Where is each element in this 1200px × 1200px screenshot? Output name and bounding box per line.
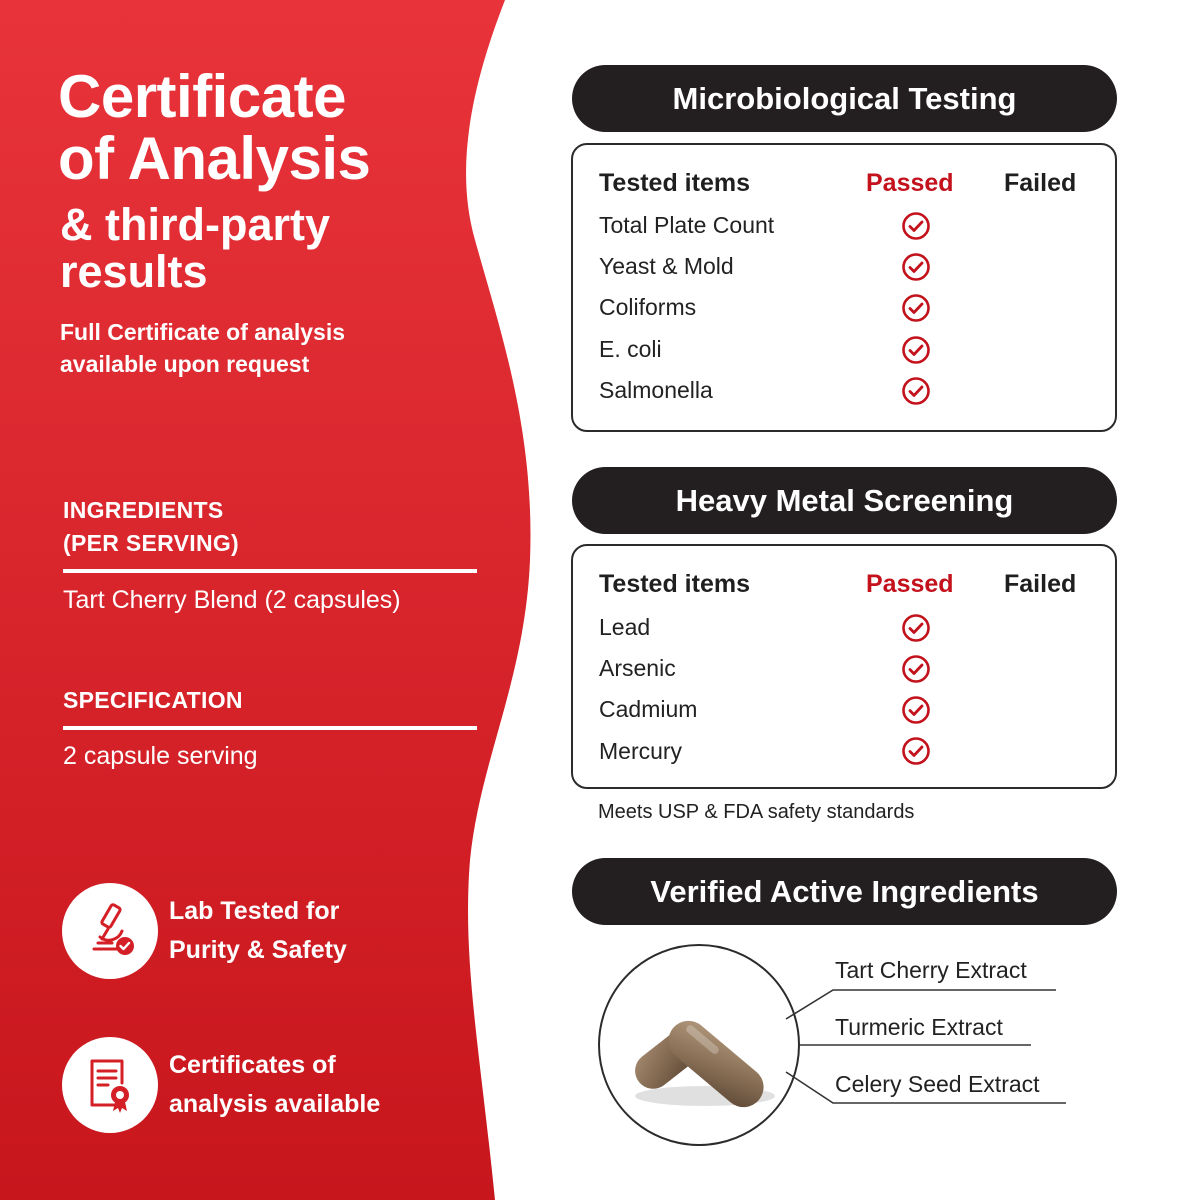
heavy-metal-table — [571, 544, 1117, 789]
ingredients-label — [63, 494, 239, 560]
subtitle-line: & third-party — [60, 199, 330, 250]
badge-line: analysis available — [169, 1090, 381, 1118]
table-row-label: Lead — [599, 614, 651, 640]
title-line: of Analysis — [58, 125, 371, 192]
column-header-failed: Failed — [1004, 169, 1077, 197]
lab-tested-badge — [62, 883, 158, 979]
check-circle-icon — [901, 654, 931, 684]
check-circle-icon — [901, 695, 931, 725]
ingredients-value: Tart Cherry Blend (2 capsules) — [63, 586, 401, 614]
ingredient-label: Turmeric Extract — [835, 1014, 1003, 1040]
left-panel — [0, 0, 540, 1200]
column-header-passed: Passed — [866, 570, 954, 598]
check-circle-icon — [901, 613, 931, 643]
certificate-icon — [78, 1053, 142, 1117]
table-row-label: Mercury — [599, 738, 683, 764]
label-line: INGREDIENTS — [63, 497, 224, 523]
subtitle-line: results — [60, 246, 208, 297]
note-line: available upon request — [60, 351, 310, 377]
table-row-label: Salmonella — [599, 377, 713, 403]
lab-tested-text — [169, 892, 347, 970]
heavy-metal-title: Heavy Metal Screening — [572, 467, 1117, 534]
capsule-image — [598, 944, 800, 1146]
active-ingredients-title: Verified Active Ingredients — [572, 858, 1117, 925]
title-line: Certificate — [58, 63, 346, 130]
check-circle-icon — [901, 736, 931, 766]
label-line: (PER SERVING) — [63, 530, 240, 556]
column-header-item: Tested items — [599, 570, 750, 598]
microbiological-title: Microbiological Testing — [572, 65, 1117, 132]
table-row-label: Coliforms — [599, 294, 697, 320]
capsules-illustration — [600, 946, 800, 1146]
divider — [63, 726, 477, 730]
note-line: Full Certificate of analysis — [60, 319, 346, 345]
table-row-label: E. coli — [599, 336, 662, 362]
request-note — [60, 316, 345, 380]
ingredient-label: Tart Cherry Extract — [835, 957, 1027, 983]
specification-value: 2 capsule serving — [63, 742, 258, 770]
check-circle-icon — [901, 252, 931, 282]
column-header-passed: Passed — [866, 169, 954, 197]
table-row-label: Total Plate Count — [599, 212, 775, 238]
check-circle-icon — [901, 376, 931, 406]
certificates-badge — [62, 1037, 158, 1133]
page-subtitle — [60, 201, 330, 295]
table-row-label: Cadmium — [599, 696, 698, 722]
page-title — [58, 63, 371, 192]
specification-label: SPECIFICATION — [63, 687, 243, 713]
badge-line: Purity & Safety — [169, 936, 347, 964]
check-circle-icon — [901, 293, 931, 323]
table-row-label: Yeast & Mold — [599, 253, 734, 279]
check-circle-icon — [901, 335, 931, 365]
column-header-item: Tested items — [599, 169, 750, 197]
certificates-text — [169, 1046, 380, 1124]
badge-line: Certificates of — [169, 1051, 336, 1079]
microscope-icon — [78, 899, 142, 963]
badge-line: Lab Tested for — [169, 897, 340, 925]
table-row-label: Arsenic — [599, 655, 676, 681]
ingredient-label: Celery Seed Extract — [835, 1071, 1040, 1097]
divider — [63, 569, 477, 573]
safety-footnote: Meets USP & FDA safety standards — [598, 801, 915, 823]
check-circle-icon — [901, 211, 931, 241]
microbiological-table — [571, 143, 1117, 432]
column-header-failed: Failed — [1004, 570, 1077, 598]
